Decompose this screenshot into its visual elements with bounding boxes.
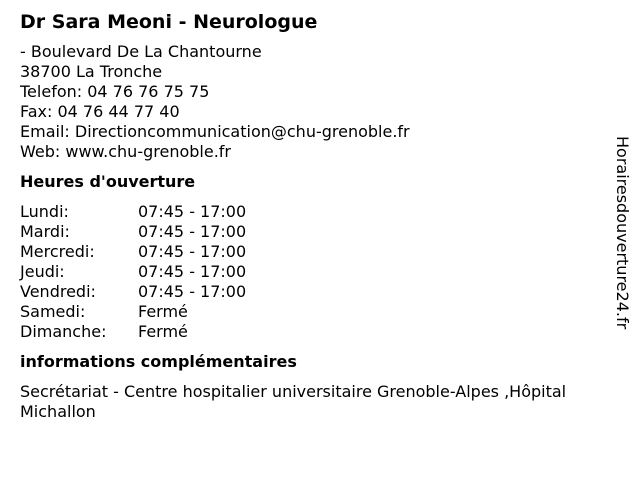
time-value: 07:45 - 17:00 [138,242,247,261]
listing-card [20,10,620,422]
time-value: 07:45 - 17:00 [138,222,247,241]
time-value: Fermé [138,302,188,321]
hours-row-tuesday [20,222,620,242]
phone-line: Telefon: 04 76 76 75 75 [20,82,210,101]
hours-row-friday [20,282,620,302]
day-label: Samedi: [20,302,86,321]
address-city: 38700 La Tronche [20,62,163,81]
additional-info-text: Secrétariat - Centre hospitalier universitaire Grenoble-Alpes ,Hôpital Michallon [20,382,567,421]
day-label: Dimanche: [20,322,107,341]
day-label: Lundi: [20,202,69,221]
day-label: Mercredi: [20,242,95,261]
address-street: - Boulevard De La Chantourne [20,42,262,61]
web-line: Web: www.chu-grenoble.fr [20,142,231,161]
contact-block [20,42,620,162]
hours-row-saturday [20,302,620,322]
email-line: Email: Directioncommunication@chu-grenoble.fr [20,122,410,141]
time-value: 07:45 - 17:00 [138,262,247,281]
fax-line: Fax: 04 76 44 77 40 [20,102,180,121]
opening-hours-table [20,202,620,342]
hours-row-sunday [20,322,620,342]
hours-row-wednesday [20,242,620,262]
site-watermark: Horairesdouverture24.fr [613,136,632,330]
day-label: Jeudi: [20,262,65,281]
time-value: Fermé [138,322,188,341]
hours-row-monday [20,202,620,222]
day-label: Vendredi: [20,282,96,301]
time-value: 07:45 - 17:00 [138,282,247,301]
time-value: 07:45 - 17:00 [138,202,247,221]
hours-row-thursday [20,262,620,282]
opening-hours-heading: Heures d'ouverture [20,172,196,191]
page-title: Dr Sara Meoni - Neurologue [20,11,318,33]
additional-info-heading: informations complémentaires [20,352,297,371]
day-label: Mardi: [20,222,70,241]
